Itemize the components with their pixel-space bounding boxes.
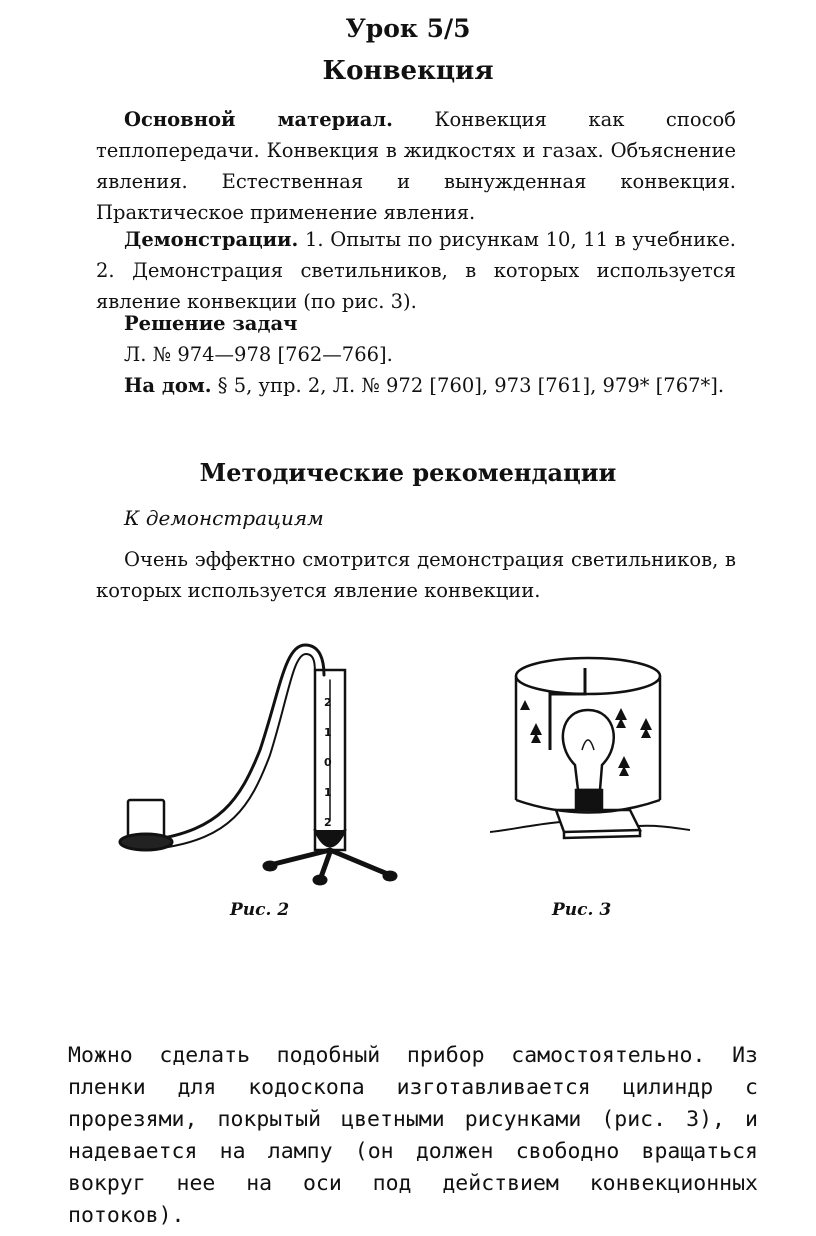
homework-label: На дом.	[124, 374, 212, 397]
bottom-paragraph: Можно сделать подобный прибор самостоятельно. Из пленки для кодоскопа изготавливается цилиндр с прорезями, покрытый цветными рисунками (рис. 3), и надевается на лампу (он должен свободно вращаться вокруг нее на оси под действием конвекционных потоков).	[68, 1043, 758, 1228]
lesson-title: Конвекция	[322, 56, 494, 86]
scale-label: 0	[324, 756, 332, 769]
homework-text: § 5, упр. 2, Л. № 972 [760], 973 [761], 979* [767*].	[211, 374, 725, 397]
homework-paragraph	[96, 370, 736, 401]
scale-label: 2	[324, 816, 332, 829]
demos-label: Демонстрации.	[124, 228, 299, 251]
main-material-text: Конвекция как способ теплопередачи. Конвекция в жидкостях и газах. Объяснение явления. Естественная и вынужденная конвекция. Практическое применение явления.	[96, 108, 736, 224]
method-paragraph: Очень эффектно смотрится демонстрация светильников, в которых используется явление конвекции.	[96, 548, 736, 602]
figure-3-caption: Рис. 3	[552, 900, 612, 920]
main-material-paragraph	[96, 104, 736, 228]
scale-label: 1	[324, 786, 332, 799]
main-material-label: Основной материал.	[124, 108, 393, 131]
tasks-label: Решение задач	[124, 312, 298, 335]
lesson-number: Урок 5/5	[345, 14, 471, 43]
scale-label: 2	[324, 696, 332, 709]
demos-text: 1. Опыты по рисункам 10, 11 в учебнике. 2. Демонстрация светильников, в которых используется явление конвекции (по рис. 3).	[96, 228, 736, 313]
figure-2-apparatus	[110, 630, 410, 890]
demos-paragraph	[96, 224, 736, 317]
method-title: Методические рекомендации	[199, 458, 617, 487]
figure-3-lamp	[490, 650, 690, 850]
scale-label: 1	[324, 726, 332, 739]
figure-2-caption: Рис. 2	[230, 900, 290, 920]
tasks-text: Л. № 974—978 [762—766].	[124, 343, 393, 366]
demos-subtitle: К демонстрациям	[124, 506, 324, 530]
